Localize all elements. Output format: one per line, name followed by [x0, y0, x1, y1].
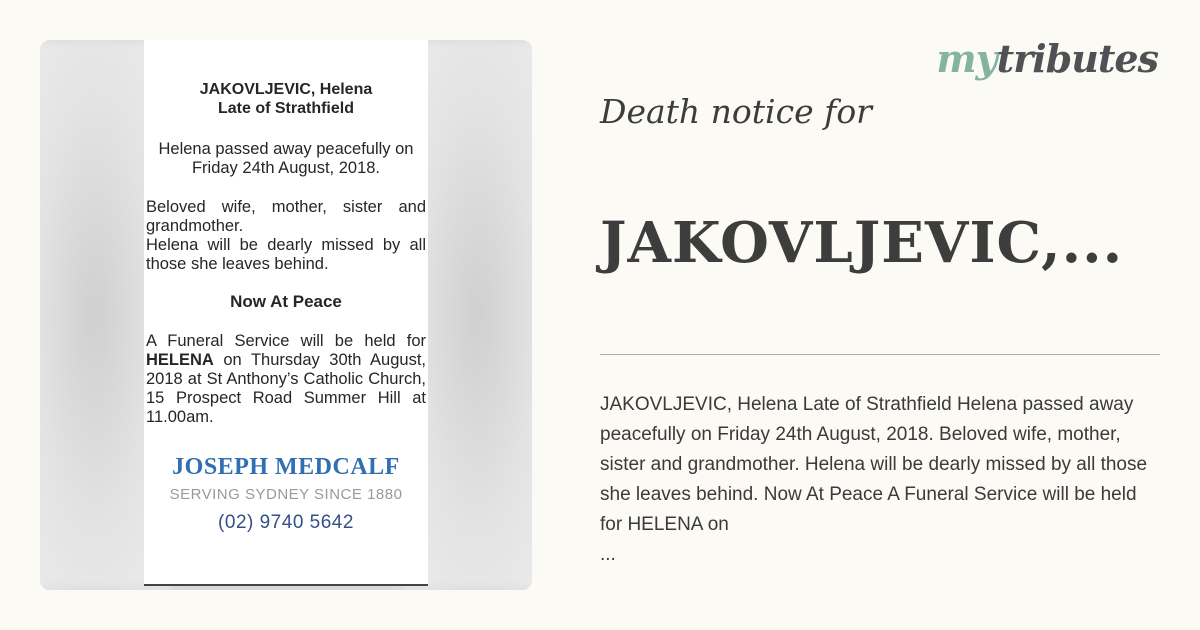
death-notice-image [40, 40, 532, 590]
notice-excerpt: JAKOVLJEVIC, Helena Late of Strathfield Helena passed away peacefully on Friday 24th August, 2018. Beloved wife, mother, sister and grandmother. Helena will be dearly missed by all those she leaves behind. Now At Peace A Funeral Service will be held for HELENA on [600, 394, 1148, 535]
page-subtitle: Death notice for [600, 92, 872, 131]
funeral-text-before: A Funeral Service will be held for [146, 332, 426, 350]
notice-paragraph-beloved: Beloved wife, mother, sister and grandmother. [146, 198, 426, 235]
notice-title [144, 80, 428, 118]
notice-paragraph-missed: Helena will be dearly missed by all those she leaves behind. [146, 236, 426, 273]
notice-paragraph-funeral [146, 332, 426, 427]
funeral-director-tagline: SERVING SYDNEY SINCE 1880 [169, 486, 403, 503]
funeral-name: HELENA [146, 351, 214, 369]
notice-title-name: JAKOVLJEVIC, Helena [199, 81, 373, 98]
funeral-director-name: JOSEPH MEDCALF [172, 454, 400, 480]
logo-suffix: tributes [996, 36, 1158, 81]
notice-now-at-peace: Now At Peace [230, 292, 342, 311]
notice-paper [144, 40, 428, 586]
mytributes-logo[interactable] [936, 36, 1158, 81]
notice-title-location: Late of Strathfield [217, 100, 354, 117]
logo-prefix: my [936, 36, 997, 81]
excerpt-ellipsis: ... [600, 544, 616, 565]
funeral-text-after: on Thursday 30th August, 2018 at St Anthony’s Catholic Church, 15 Prospect Road Summer Hill at 11.00am. [146, 351, 426, 426]
funeral-director-phone: (02) 9740 5642 [218, 512, 354, 533]
page-title: JAKOVLJEVIC,... [600, 210, 1124, 276]
divider [600, 354, 1160, 355]
notice-paragraph-passed: Helena passed away peacefully on Friday 24th August, 2018. [158, 140, 414, 177]
